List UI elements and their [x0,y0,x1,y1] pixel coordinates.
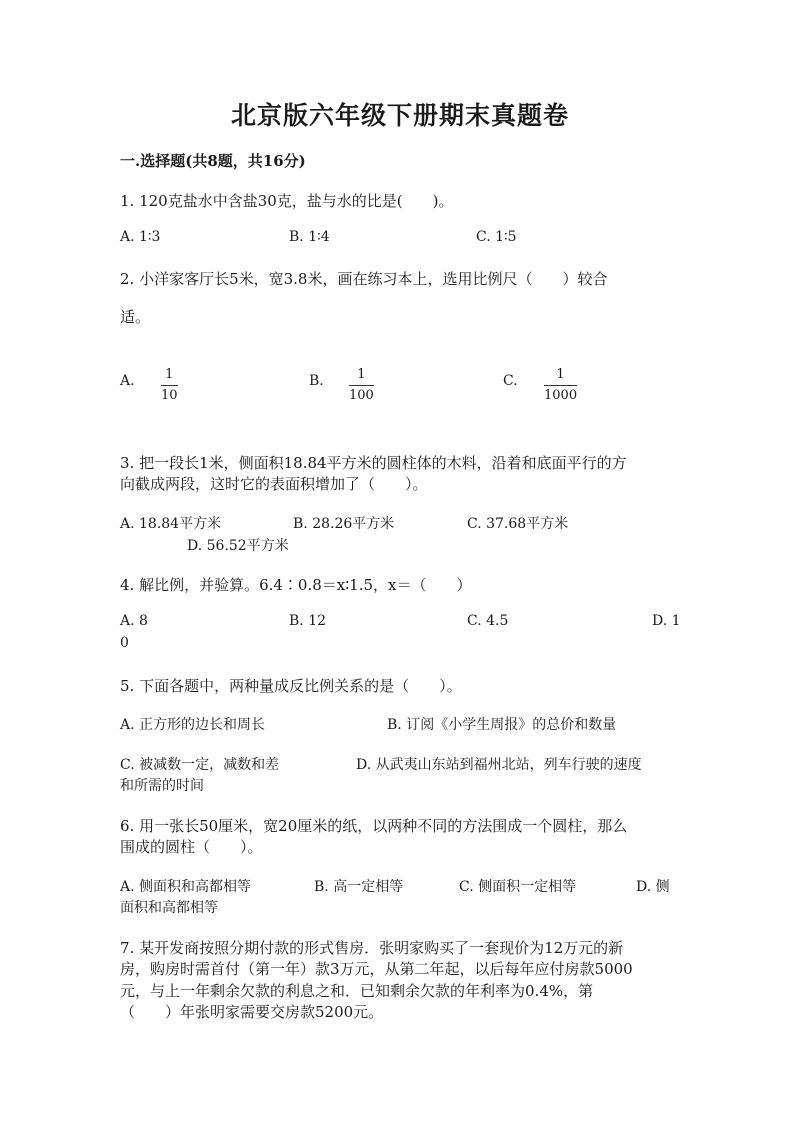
section-heading: 一.选择题(共8题，共16分) [120,152,306,170]
question-4-text: 4. 解比例，并验算。6.4∶0.8＝x∶1.5，x＝（ ） [120,576,472,594]
q2-option-a-fraction[interactable] [161,367,178,404]
q2-option-a-label[interactable]: A. [120,373,135,389]
q5-option-d-wrap: 和所需的时间 [120,778,204,794]
q2-option-c-fraction[interactable] [544,367,577,404]
fraction-bar [544,385,577,386]
fraction-bar [161,385,178,386]
fraction-numerator: 1 [165,367,174,382]
question-3-line2: 向截成两段，这时它的表面积增加了（ ）。 [120,475,428,493]
q5-option-c[interactable]: C. 被减数一定，减数和差 [120,757,280,773]
q4-option-d-wrap: 0 [120,635,129,651]
q5-option-d[interactable]: D. 从武夷山东站到福州北站，列车行驶的速度 [356,757,642,773]
fraction-numerator: 1 [357,367,366,382]
question-7-line1: 7. 某开发商按照分期付款的形式售房．张明家购买了一套现价为12万元的新 [120,939,624,957]
q6-option-c[interactable]: C. 侧面积一定相等 [459,879,577,895]
question-2-line1: 2. 小洋家客厅长5米，宽3.8米，画在练习本上，选用比例尺（ ）较合 [120,270,608,288]
question-1-text: 1. 120克盐水中含盐30克，盐与水的比是( )。 [120,192,454,210]
q3-option-c[interactable]: C. 37.68平方米 [467,516,569,532]
question-3-line1: 3. 把一段长1米，侧面积18.84平方米的圆柱体的木料，沿着和底面平行的方 [120,454,627,472]
q1-option-c[interactable]: C. 1∶5 [476,229,517,245]
question-7-line3: 元，与上一年剩余欠款的利息之和．已知剩余欠款的年利率为0.4%，第 [120,982,594,1000]
question-6-line2: 围成的圆柱（ ）。 [120,838,263,856]
q2-option-b-fraction[interactable] [349,367,374,404]
question-7-line4: （ ）年张明家需要交房款5200元。 [120,1003,384,1021]
page-title: 北京版六年级下册期末真题卷 [230,101,569,130]
q4-option-a[interactable]: A. 8 [120,613,148,629]
q4-option-d[interactable]: D. 1 [652,613,681,629]
q3-option-b[interactable]: B. 28.26平方米 [293,516,395,532]
question-2-line2: 适。 [120,308,151,326]
q5-option-b[interactable]: B. 订阅《小学生周报》的总价和数量 [387,717,617,733]
fraction-denominator: 10 [161,388,178,403]
q3-option-d[interactable]: D. 56.52平方米 [187,538,289,554]
q6-option-b[interactable]: B. 高一定相等 [314,879,404,895]
q6-option-d-wrap: 面积和高都相等 [120,900,218,916]
q4-option-b[interactable]: B. 12 [289,613,327,629]
q6-option-d[interactable]: D. 侧 [636,879,670,895]
question-5-text: 5. 下面各题中，两种量成反比例关系的是（ ）。 [120,677,462,695]
question-6-line1: 6. 用一张长50厘米，宽20厘米的纸，以两种不同的方法围成一个圆柱，那么 [120,817,628,835]
q1-option-a[interactable]: A. 1∶3 [120,229,161,245]
fraction-bar [349,385,374,386]
fraction-denominator: 1000 [544,388,578,403]
q2-option-b-label[interactable]: B. [309,373,324,389]
q2-option-c-label[interactable]: C. [503,373,518,389]
question-7-line2: 房，购房时需首付（第一年）款3万元，从第二年起，以后每年应付房款5000 [120,960,633,978]
q6-option-a[interactable]: A. 侧面积和高都相等 [120,879,252,895]
q5-option-a[interactable]: A. 正方形的边长和周长 [120,717,266,733]
q1-option-b[interactable]: B. 1∶4 [289,229,330,245]
q3-option-a[interactable]: A. 18.84平方米 [120,516,222,532]
q4-option-c[interactable]: C. 4.5 [467,613,509,629]
fraction-numerator: 1 [556,367,565,382]
fraction-denominator: 100 [349,388,374,403]
